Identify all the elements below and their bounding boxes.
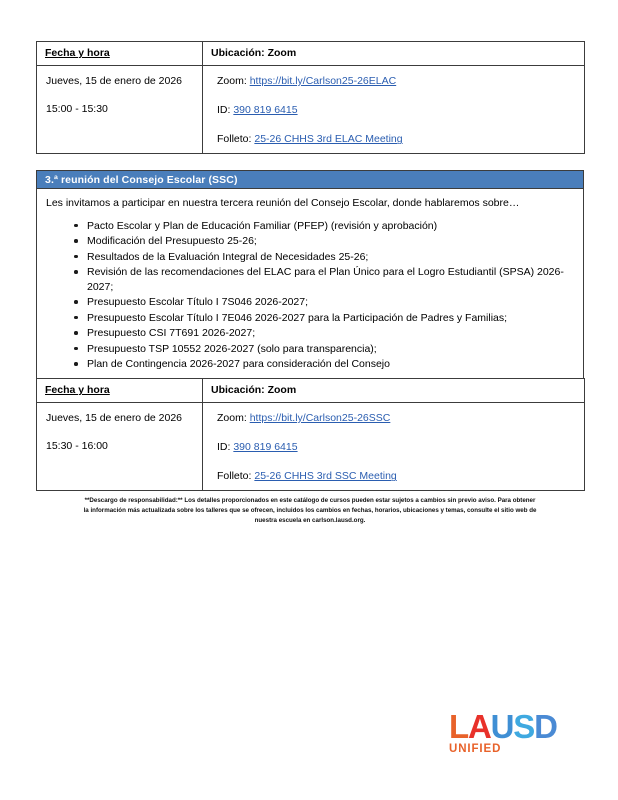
- list-item: Presupuesto TSP 10552 2026-2027 (solo para transparencia);: [45, 342, 575, 356]
- table-header-row: [37, 379, 585, 403]
- disclaimer-line-2: la información más actualizada sobre los talleres que se ofrecen, incluidos los cambios en fechas, horarios, ubicaciones y temas, consulte el sitio web de: [83, 507, 537, 515]
- elac-flyer-row: [217, 132, 577, 147]
- ssc-zoom-row: [217, 411, 577, 426]
- ssc-id-row: [217, 440, 577, 455]
- table-row: [37, 403, 585, 491]
- table-header-row: [37, 42, 585, 66]
- elac-date-value: Jueves, 15 de enero de 2026: [46, 75, 183, 87]
- elac-id-label: ID:: [217, 104, 234, 117]
- elac-location-cell: [203, 66, 585, 154]
- logo-letter-a: A: [467, 708, 491, 745]
- logo-letter-u: U: [490, 708, 514, 745]
- ssc-id-label: ID:: [217, 441, 234, 454]
- ssc-flyer-link[interactable]: 25-26 CHHS 3rd SSC Meeting: [254, 470, 397, 483]
- elac-flyer-link[interactable]: 25-26 CHHS 3rd ELAC Meeting: [254, 133, 403, 146]
- list-item: Modificación del Presupuesto 25-26;: [45, 234, 575, 248]
- ssc-section-title: 3.ª reunión del Consejo Escolar (SSC): [37, 171, 583, 189]
- list-item: Pacto Escolar y Plan de Educación Familiar (PFEP) (revisión y aprobación): [45, 219, 575, 233]
- ssc-flyer-label: Folleto:: [217, 470, 255, 483]
- list-item: Plan de Contingencia 2026-2027 para consideración del Consejo: [45, 357, 575, 371]
- elac-id-value[interactable]: 390 819 6415: [233, 104, 298, 117]
- ssc-location-cell: [203, 403, 585, 491]
- disclaimer-line-1: **Descargo de responsabilidad:** Los detalles proporcionados en este catálogo de cursos pueden estar sujetos a cambios sin previo aviso. Para obtener: [84, 497, 536, 504]
- elac-zoom-label: Zoom:: [217, 75, 250, 87]
- ssc-date-value: Jueves, 15 de enero de 2026: [46, 412, 183, 424]
- list-item: Revisión de las recomendaciones del ELAC para el Plan Único para el Logro Estudiantil (SPSA) 2026-2027;: [45, 265, 575, 294]
- table-row: [37, 66, 585, 154]
- elac-id-row: [217, 103, 577, 118]
- logo-letter-s: S: [513, 708, 535, 745]
- disclaimer-line-3: nuestra escuela en carlson.lausd.org.: [254, 517, 366, 525]
- ssc-id-value[interactable]: 390 819 6415: [233, 441, 298, 454]
- ssc-section-body: [37, 189, 583, 387]
- list-item: Presupuesto Escolar Título I 7S046 2026-2027;: [45, 295, 575, 309]
- elac-flyer-label: Folleto:: [217, 133, 255, 146]
- elac-date-header-cell: [37, 42, 203, 66]
- ssc-location-header-label: Ubicación: Zoom: [211, 384, 297, 396]
- elac-schedule-table: [36, 41, 585, 154]
- ssc-date-header-label: Fecha y hora: [45, 384, 110, 396]
- logo-letter-d: D: [534, 708, 557, 745]
- elac-location-header-cell: [203, 42, 585, 66]
- ssc-agenda-list: [45, 219, 575, 384]
- ssc-meeting-section: [36, 170, 584, 388]
- ssc-flyer-row: [217, 469, 577, 484]
- lausd-logo-wordmark: [449, 708, 569, 745]
- ssc-date-cell: [37, 403, 203, 491]
- ssc-intro-text: Les invitamos a participar en nuestra tercera reunión del Consejo Escolar, donde hablaremos sobre…: [46, 197, 520, 209]
- ssc-location-header-cell: [203, 379, 585, 403]
- ssc-zoom-link[interactable]: https://bit.ly/Carlson25-26SSC: [249, 412, 391, 424]
- ssc-date-header-cell: [37, 379, 203, 403]
- ssc-time-value: 15:30 - 16:00: [46, 440, 108, 453]
- disclaimer-text: [36, 496, 584, 526]
- elac-date-cell: [37, 66, 203, 154]
- lausd-logo: [449, 708, 569, 758]
- logo-letter-l: L: [449, 708, 468, 745]
- list-item: Presupuesto CSI 7T691 2026-2027;: [45, 326, 575, 340]
- list-item: Resultados de la Evaluación Integral de Necesidades 25-26;: [45, 250, 575, 264]
- ssc-zoom-label: Zoom:: [217, 412, 250, 424]
- elac-date-header-label: Fecha y hora: [45, 47, 110, 59]
- ssc-schedule-table: [36, 378, 585, 491]
- elac-location-header-label: Ubicación: Zoom: [211, 47, 297, 59]
- lausd-logo-subtitle: UNIFIED: [449, 743, 502, 755]
- list-item: Presupuesto Escolar Título I 7E046 2026-2027 para la Participación de Padres y Familias;: [45, 311, 575, 325]
- elac-zoom-link[interactable]: https://bit.ly/Carlson25-26ELAC: [249, 75, 397, 87]
- elac-zoom-row: [217, 74, 577, 89]
- elac-time-value: 15:00 - 15:30: [46, 103, 108, 116]
